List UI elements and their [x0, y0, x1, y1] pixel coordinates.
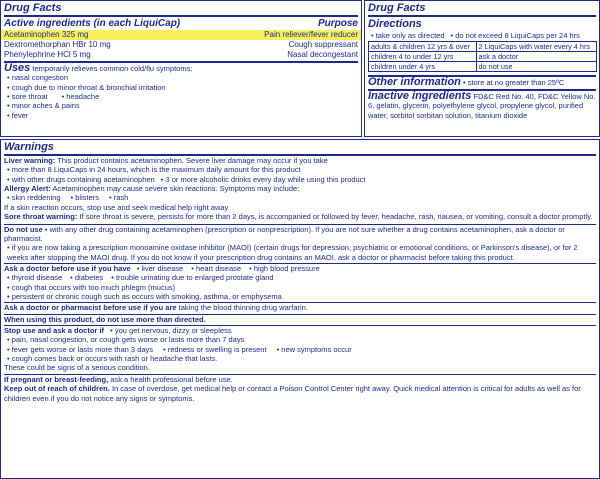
ingredient-name: Dextromethorphan HBr 10 mg [4, 40, 111, 49]
list-item-text: heart disease [196, 263, 242, 273]
drug-facts-left-panel [0, 0, 362, 137]
do-not-use-label: Do not use [4, 224, 43, 234]
liver-warning-label: Liver warning: [4, 156, 56, 165]
when-using: When using this product, do not use more than directed. [4, 314, 206, 324]
uses-title: Uses [4, 62, 31, 74]
list-item-text: new symptoms occur [281, 344, 352, 354]
table-row [369, 42, 597, 52]
list-item: • fever gets worse or lasts more than 3 days • redness or swelling is present • new symptoms occur [7, 345, 596, 354]
list-item-text: liver disease [141, 263, 184, 273]
table-row [369, 52, 597, 62]
list-item: • minor aches & pains [7, 101, 358, 110]
stop-use-text: you get nervous, dizzy or sleepless [114, 326, 232, 336]
list-item: • cough due to minor throat & bronchial irritation [7, 83, 358, 92]
list-item: • skin reddening • blisters • rash [7, 193, 596, 202]
list-item: • more than 8 LiquiCaps in 24 hours, which is the maximum daily amount for this product [7, 165, 596, 174]
allergy-list [1, 193, 599, 202]
ask-doctor-list [1, 273, 599, 301]
allergy-alert [1, 184, 599, 193]
drug-facts-title: Drug Facts [4, 2, 62, 14]
warnings-title: Warnings [4, 141, 54, 153]
sore-throat-text: If sore throat is severe, persists for more than 2 days, is accompanied or followed by fever, headache, rash, nausea, or vomiting, consult a doctor promptly. [79, 212, 593, 222]
list-item-text: do not exceed 8 LiquiCaps per 24 hrs [455, 31, 580, 40]
ask-pharmacist [1, 303, 599, 312]
stop-use-label: Stop use and ask a doctor if [4, 326, 105, 336]
pregnancy-warning [1, 375, 599, 384]
ingredient-row [1, 30, 361, 40]
list-item-text: blisters [75, 193, 99, 203]
inactive-ingredients-title: Inactive ingredients [368, 89, 472, 102]
table-cell: adults & children 12 yrs & over [369, 42, 477, 52]
do-not-use-text: with any other drug containing acetaminophen (prescription or nonprescription). If you are not sure whether a drug contains acetaminophen, ask a doctor or pharmacist. [4, 224, 565, 243]
uses-list [1, 73, 361, 119]
uses-intro: temporarily relieves common cold/flu symptoms: [32, 64, 193, 73]
ingredient-row [1, 50, 361, 60]
ingredient-purpose: Cough suppressant [288, 40, 358, 49]
list-item-text: trouble urinating due to enlarged prostate gland [115, 273, 274, 283]
table-cell: 2 LiquiCaps with water every 4 hrs [476, 42, 597, 52]
ask-doctor: Ask a doctor before use if you have • liver disease • heart disease • high blood pressure [4, 263, 320, 273]
list-item-text: take only as directed [375, 31, 445, 40]
uses-section [1, 63, 361, 73]
ingredient-name: Phenylephrine HCl 5 mg [4, 50, 91, 59]
list-item: • with other drugs containing acetaminophen • 3 or more alcoholic drinks every day while using this product [7, 175, 596, 184]
stop-use-after: These could be signs of a serious condition. [4, 363, 150, 373]
sore-throat-label: Sore throat warning: [4, 212, 78, 222]
table-cell: children under 4 yrs [369, 62, 477, 72]
keep-out-of-reach-label: Keep out of reach of children. [4, 384, 110, 394]
list-item: • thyroid disease • diabetes • trouble urinating due to enlarged prostate gland [7, 273, 596, 282]
stop-use: Stop use and ask a doctor if • you get nervous, dizzy or sleepless [4, 326, 232, 336]
table-cell: children 4 to under 12 yrs [369, 52, 477, 62]
ingredient-purpose: Nasal decongestant [287, 50, 358, 59]
liver-warning-text: This product contains acetaminophen. Severe liver damage may occur if you take [57, 156, 328, 165]
drug-facts-right-panel [364, 0, 600, 137]
drug-facts-title-continued: Drug Facts [368, 2, 426, 14]
list-item-text: skin reddening [11, 193, 61, 203]
list-item: • pain, nasal congestion, or cough gets worse or lasts more than 7 days [7, 335, 596, 344]
pregnancy-label: If pregnant or breast-feeding, [4, 374, 109, 384]
sore-throat-warning [1, 212, 599, 221]
other-information: Other information • store at no greater than 25ºC [368, 76, 565, 89]
list-item-text: thyroid disease [11, 273, 63, 283]
ingredient-row [1, 40, 361, 50]
ingredient-name: Acetaminophen 325 mg [4, 30, 89, 39]
list-item: • sore throat • headache [7, 92, 358, 101]
ask-pharmacist-text: taking the blood thinning drug warfarin. [178, 303, 308, 313]
keep-out-of-reach [1, 384, 599, 403]
list-item: • nasal congestion [7, 73, 358, 82]
allergy-alert-label: Allergy Alert: [4, 184, 51, 193]
directions-list [365, 31, 599, 40]
list-item-text: headache [66, 92, 100, 101]
list-item: • cough comes back or occurs with rash or headache that lasts. [7, 354, 596, 363]
do-not-use: Do not use • with any other drug containing acetaminophen (prescription or nonprescription). If you are not sure whether a drug contains acetaminophen, ask a doctor or pharmacist. [4, 224, 565, 243]
other-information-title: Other information [368, 76, 461, 89]
list-item-text: sore throat [11, 92, 48, 101]
directions-table [368, 41, 597, 72]
keep-out-of-reach-text: In case of overdose, get medical help or contact a Poison Control Center right away. Quick medical attention is critical for adults as well as for children even if you do not notice any signs or symptoms. [4, 384, 581, 403]
ask-pharmacist-label: Ask a doctor or pharmacist before use if you are [4, 303, 177, 313]
ingredient-purpose: Pain reliever/fever reducer [264, 30, 358, 39]
liver-warning-list [1, 165, 599, 184]
table-cell: ask a doctor [476, 52, 597, 62]
ask-doctor-label: Ask a doctor before use if you have [4, 263, 131, 273]
warnings-panel [0, 139, 600, 479]
list-item: • cough that occurs with too much phlegm (mucus) [7, 283, 596, 292]
list-item-text: 3 or more alcoholic drinks every day while using this product [165, 174, 366, 184]
do-not-use-list [1, 243, 599, 262]
active-ingredients-label: Active ingredients (in each LiquiCap) [4, 18, 181, 29]
allergy-after: If a skin reaction occurs, stop use and seek medical help right away [4, 202, 229, 212]
list-item: • take only as directed • do not exceed 8 LiquiCaps per 24 hrs [371, 31, 596, 40]
list-item: • if you are now taking a prescription monoamine oxidase inhibitor (MAOI) (certain drugs for depression, psychiatric or emotional conditions, or Parkinson's disease), or for 2 weeks after stopping the MAOI drug. If you do not know if your prescription drug contains an MAOI, ask a doctor or pharmacist before taking this product. [7, 243, 596, 262]
active-ingredients-header [1, 17, 361, 30]
allergy-alert-text: Acetaminophen may cause severe skin reactions. Symptoms may include: [52, 184, 300, 193]
inactive-ingredients-text: FD&C Red No. 40, FD&C Yellow No. 6, gelatin, glycerin, polyethylene glycol, propylene glycol, purified water, sorbitol sorbitan solution, titanium dioxide [368, 91, 596, 120]
purpose-label: Purpose [317, 18, 358, 29]
other-information-text: store at no greater than 25ºC [467, 78, 565, 88]
pregnancy-text: ask a health professional before use. [110, 374, 233, 384]
liver-warning [1, 156, 599, 165]
list-item-text: rash [113, 193, 129, 203]
table-cell: do not use [476, 62, 597, 72]
stop-use-list [1, 335, 599, 363]
list-item-text: with other drugs containing acetaminophen [11, 174, 155, 184]
list-item: • fever [7, 111, 358, 120]
list-item-text: diabetes [74, 273, 104, 283]
inactive-ingredients [365, 91, 599, 120]
list-item: • persistent or chronic cough such as occurs with smoking, asthma, or emphysema [7, 292, 596, 301]
list-item-text: fever gets worse or lasts more than 3 days [11, 344, 154, 354]
list-item-text: high blood pressure [253, 263, 320, 273]
table-row [369, 62, 597, 72]
directions-title: Directions [368, 18, 422, 30]
list-item-text: redness or swelling is present [167, 344, 267, 354]
